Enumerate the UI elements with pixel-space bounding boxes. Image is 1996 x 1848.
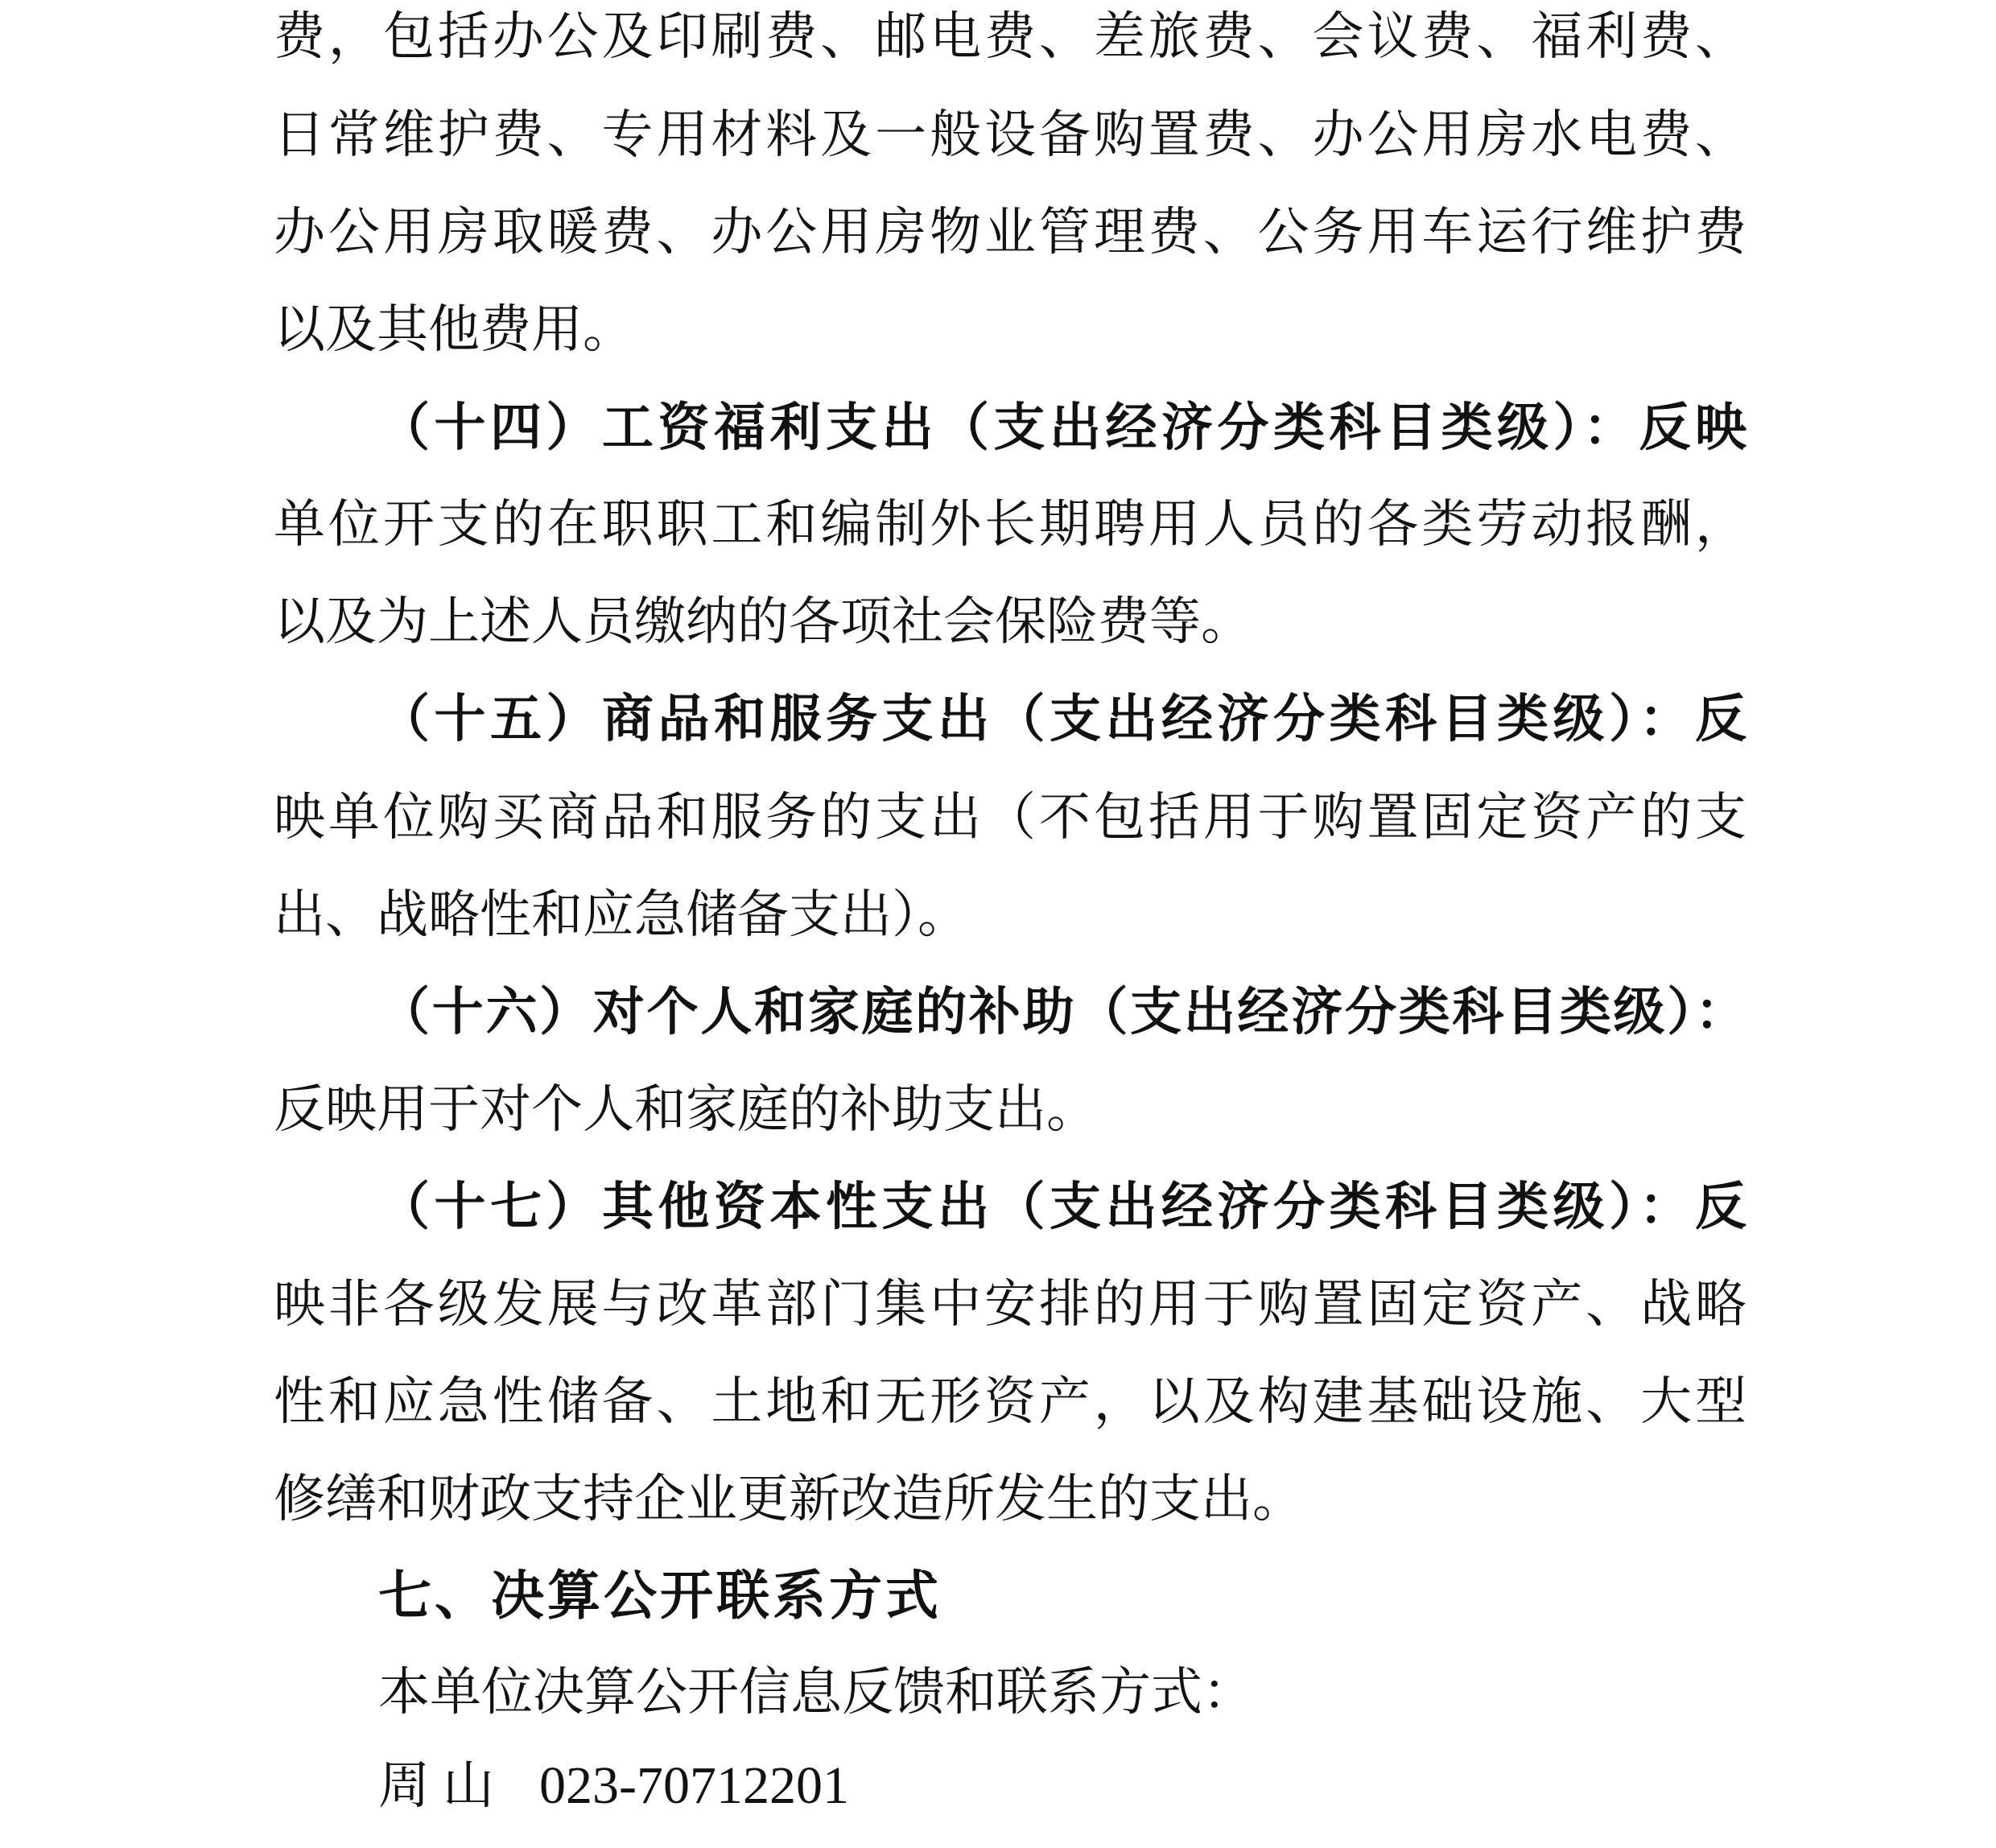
contact-name: 周山 (378, 1756, 507, 1816)
paragraph-14-line-2: 单位开支的在职职工和编制外长期聘用人员的各类劳动报酬， (274, 495, 1746, 555)
paragraph-13-line-3: 办公用房取暖费、办公用房物业管理费、公务用车运行维护费 (274, 203, 1746, 262)
paragraph-15-line-2: 映单位购买商品和服务的支出（不包括用于购置固定资产的支 (274, 788, 1746, 848)
paragraph-13-line-1: 费，包括办公及印刷费、邮电费、差旅费、会议费、福利费、 (274, 7, 1746, 67)
paragraph-13-line-4: 以及其他费用。 (274, 300, 634, 360)
paragraph-15-line-1: （十五）商品和服务支出（支出经济分类科目类级）：反 (378, 689, 1746, 749)
paragraph-15-line-3: 出、战略性和应急储备支出）。 (274, 885, 969, 945)
paragraph-14-line-3: 以及为上述人员缴纳的各项社会保险费等。 (274, 592, 1252, 652)
paragraph-16-line-1: （十六）对个人和家庭的补助（支出经济分类科目类级）： (378, 982, 1746, 1042)
contact-row (378, 1756, 1344, 1848)
paragraph-17-line-4: 修缮和财政支持企业更新改造所发生的支出。 (274, 1470, 1304, 1529)
paragraph-17-line-1: （十七）其他资本性支出（支出经济分类科目类级）：反 (378, 1177, 1746, 1237)
contact-phone: 023-70712201 (539, 1756, 849, 1815)
paragraph-14-line-1: （十四）工资福利支出（支出经济分类科目类级）：反映 (378, 398, 1746, 458)
paragraph-17-line-2: 映非各级发展与改革部门集中安排的用于购置固定资产、战略 (274, 1275, 1746, 1334)
paragraph-13-line-2: 日常维护费、专用材料及一般设备购置费、办公用房水电费、 (274, 105, 1746, 165)
paragraph-16-line-2: 反映用于对个人和家庭的补助支出。 (274, 1080, 1098, 1140)
paragraph-17-line-3: 性和应急性储备、土地和无形资产，以及构建基础设施、大型 (274, 1372, 1746, 1432)
contact-intro: 本单位决算公开信息反馈和联系方式： (378, 1663, 1254, 1722)
section-heading: 七、决算公开联系方式 (378, 1565, 942, 1627)
